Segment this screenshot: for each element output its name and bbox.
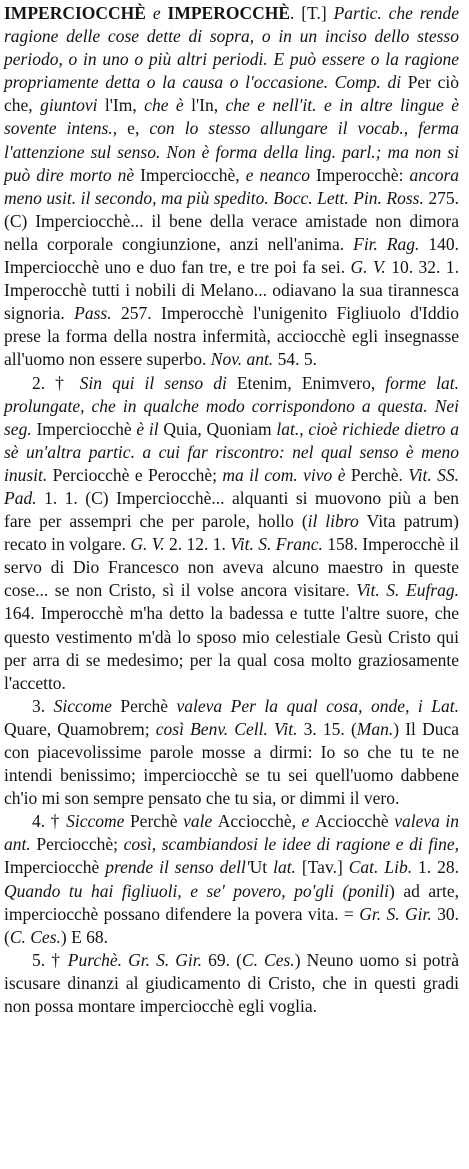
text-segment: così, scambiandosi le idee di ragione e di fine, <box>123 834 460 855</box>
text-segment: 1. 1. (C) Imperciocchè... alquanti si muovono più a ben fare per assempri che per parole, hollo ( <box>4 487 459 532</box>
text-segment: 3. <box>32 695 54 716</box>
text-segment: l'In, <box>191 95 226 116</box>
text-segment: che rende ragione delle cose dette di sopra, o in un inciso dello stesso periodo, o in uno o più altri periodi. E può essere o la ragione propriamente detta o la causa o l'occasione. Comp. di <box>4 3 460 93</box>
text-segment: [Tav.] <box>301 857 349 878</box>
text-segment: 10. 32. 1. Imperocchè tutti i nobili di Melano... odiavano la sua tirannesca signoria. <box>4 257 459 324</box>
sense-3 <box>4 695 459 810</box>
text-segment: Acciocchè <box>314 811 395 832</box>
text-segment: forme lat. prolungate, che in qualche modo corrispondono a questa. Nei seg. <box>4 372 459 439</box>
text-segment: Vit. S. Eufrag. <box>356 580 459 601</box>
text-segment: così Benv. Cell. Vit. <box>155 718 304 739</box>
part-of-speech: Partic. <box>333 3 382 23</box>
text-segment: ) Il Duca con piacevolissime parole mosse a dirmi: Io so che tu te ne intendi benissimo; imperciocchè se tu sei quell'uomo dabbene ch'io mi son sempre pensato che tu sia, or dimmi il vero. <box>4 718 459 809</box>
text-segment: lat., cioè richiede dietro a sè un'altra partic. a cui far riscontro: nel qual senso è meno inusit. <box>4 418 460 485</box>
text-segment: ponili <box>348 880 390 901</box>
text-segment: l'Im, <box>104 95 145 116</box>
text-segment: Vit. SS. Pad. <box>4 464 459 508</box>
text-segment: ) Neuno uomo si potrà iscusare dinanzi al giudicamento di Cristo, che in questi gradi non possa montare imperciocchè egli voglia. <box>4 949 460 1017</box>
text-segment: vale <box>183 811 218 832</box>
text-segment: Sin qui il senso di <box>79 372 237 393</box>
text-segment: prende il senso dell' <box>105 857 250 878</box>
entry-body <box>4 3 459 369</box>
text-segment: che e nell'it. e in altre lingue è sovente intens., <box>4 95 459 139</box>
text-segment: 2. † <box>32 372 80 393</box>
text-segment: G. V. <box>350 257 392 278</box>
text-segment: 164. Imperocchè m'ha detto la badessa e tutte l'altre suore, che questo vestimento m'dà lo sposo mio celestiale Gesù Cristo qui per arra di se medesimo; per la qual cosa molto graziosamente l'accetto. <box>4 603 459 693</box>
text-segment: Etenim, Enimvero, <box>236 372 386 393</box>
text-segment: e, <box>127 118 150 139</box>
text-segment: Quia, Quoniam <box>163 418 277 439</box>
text-segment: 69. ( <box>208 949 242 970</box>
text-segment: 1. 28. <box>418 857 460 878</box>
text-segment: C. Ces. <box>241 949 295 970</box>
text-segment: 4. † <box>32 811 67 832</box>
text-segment: Per ciò che, <box>4 72 459 116</box>
text-segment: G. V. <box>130 534 170 555</box>
text-segment: Imperciocchè <box>36 418 137 439</box>
text-segment: e neanco <box>245 164 316 185</box>
text-segment: 3. 15. ( <box>303 718 357 739</box>
text-segment: e <box>301 811 315 832</box>
text-segment: 257. Imperocchè l'unigenito Figliuolo d'Iddio prese la forma della nostra infermità, acciocchè egli insegnasse all'uomo non essere superbo. <box>4 303 459 370</box>
text-segment: Acciocchè, <box>217 811 302 832</box>
text-segment: 275. (C) Imperciocchè... il bene della verace amistade non dimora nella corporale congiunzione, anzi nell'anima. <box>4 187 459 254</box>
text-segment: Fir. Rag. <box>353 233 429 254</box>
text-segment: Perchè. <box>350 464 409 485</box>
text-segment: 5. † <box>32 949 68 970</box>
text-segment: Perchè <box>129 811 184 832</box>
text-segment: Purchè. Gr. S. Gir. <box>67 949 209 970</box>
text-segment: 158. Imperocchè il servo di Dio Francesco non aveva alcuno maestro in queste cose... se non Cristo, sì il volse ancora visitare. <box>4 534 460 601</box>
text-segment: 54. 5. <box>277 349 317 370</box>
text-segment: 2. 12. 1. <box>169 534 231 555</box>
text-segment: ) ad arte, imperciocchè possano difendere la povera vita. = <box>4 880 459 924</box>
text-segment: Perchè <box>120 695 177 716</box>
text-segment: Siccome <box>53 695 121 716</box>
text-segment: Perciocchè e Perocchè; <box>52 464 223 485</box>
text-segment: Perciocchè; <box>36 834 124 855</box>
text-segment: valeva Per la qual cosa, onde, i Lat. <box>176 695 459 716</box>
headword-conjunction: e <box>145 3 168 23</box>
headword: IMPERCIOCCHÈ <box>4 3 146 23</box>
text-segment: Pass. <box>74 303 122 324</box>
sense-2 <box>4 372 459 695</box>
text-segment: giuntovi <box>40 95 105 116</box>
text-segment: C. Ces. <box>9 926 61 947</box>
text-segment: Imperciocchè <box>4 857 106 878</box>
text-segment: lat. <box>273 857 302 878</box>
text-segment: Ut <box>249 857 274 878</box>
text-segment: valeva in ant. <box>4 811 459 855</box>
sense-5 <box>4 949 459 1018</box>
headword-variant: IMPEROCCHÈ <box>167 3 291 23</box>
text-segment: è il <box>136 418 164 439</box>
text-segment: che è <box>144 95 192 116</box>
text-segment: con lo stesso allungare il vocab., ferma l'attenzione sul senso. Non è forma della ling. parl.; ma non si può dire morto nè <box>4 118 459 185</box>
text-segment: Imperocchè: <box>315 164 410 185</box>
text-segment: il libro <box>307 511 367 532</box>
text-segment: 140. Imperciocchè uno e duo fan tre, e tre poi fa sei. <box>4 233 459 278</box>
text-segment: 30. ( <box>4 903 459 947</box>
entry-paragraph <box>4 2 459 372</box>
text-segment: Siccome <box>66 811 130 832</box>
text-segment: ma il com. vivo è <box>222 464 351 485</box>
text-segment: Quando tu hai figliuoli, e se' povero, po'gli ( <box>4 880 349 901</box>
text-segment: Vit. S. Franc. <box>230 534 328 555</box>
text-segment: Imperciocchè, <box>140 164 246 185</box>
text-segment: Gr. S. Gir. <box>359 903 438 924</box>
sense-4 <box>4 810 459 949</box>
text-segment: Man. <box>356 718 394 739</box>
text-segment: ancora meno usit. il secondo, ma più spedito. Bocc. Lett. Pin. Ross. <box>4 164 460 208</box>
text-segment: Nov. ant. <box>210 349 278 370</box>
text-segment: ) E 68. <box>60 926 109 947</box>
entry-tag: . [T.] <box>290 3 334 23</box>
text-segment: Quare, Quamobrem; <box>4 718 156 739</box>
text-segment: Vita patrum) recato in volgare. <box>4 511 459 555</box>
text-segment: Cat. Lib. <box>348 857 419 878</box>
